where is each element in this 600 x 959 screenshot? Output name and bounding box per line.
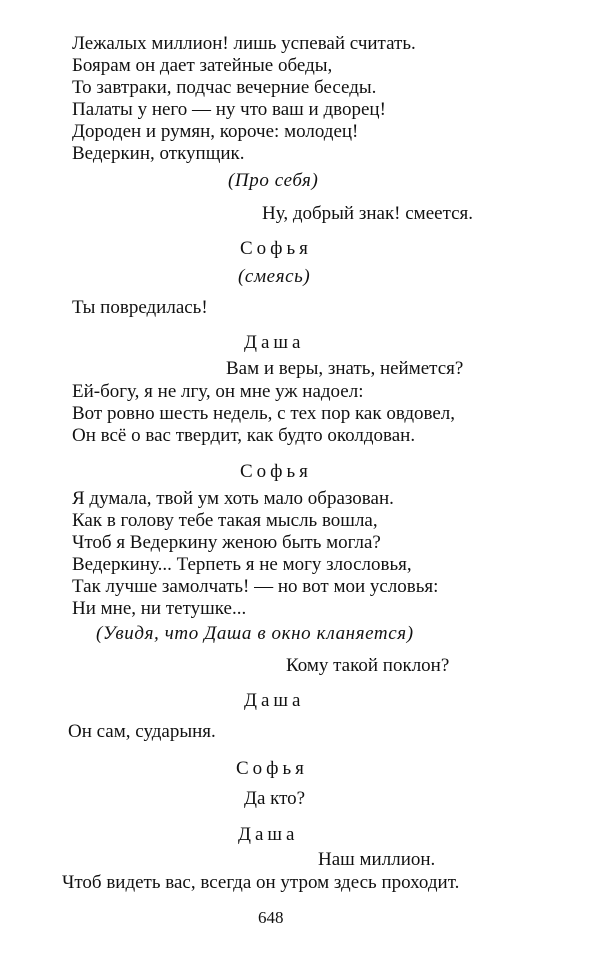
stage-direction: (смеясь) [238,266,311,287]
verse-line: Он сам, сударыня. [68,721,216,742]
verse-line: Ни мне, ни тетушке... [72,598,247,619]
verse-line: Ты повредилась! [72,297,208,318]
verse-line: Лежалых миллион! лишь успевай считать. [72,33,416,54]
verse-line: То завтраки, подчас вечерние беседы. [72,77,377,98]
speaker-name: Даша [244,332,305,353]
speaker-name: Софья [240,238,312,259]
verse-line: Палаты у него — ну что ваш и дворец! [72,99,386,120]
stage-direction: (Увидя, что Даша в окно кланяется) [96,623,414,644]
speaker-name: Даша [244,690,305,711]
verse-line: Дороден и румян, короче: молодец! [72,121,359,142]
verse-line: Вам и веры, знать, неймется? [226,358,464,379]
speaker-name: Даша [238,824,299,845]
verse-line: Я думала, твой ум хоть мало образован. [72,488,394,509]
verse-line: Так лучше замолчать! — но вот мои условья: [72,576,439,597]
verse-line: Боярам он дает затейные обеды, [72,55,333,76]
speaker-name: Софья [236,758,308,779]
verse-line: Ведеркин, откупщик. [72,143,245,164]
verse-line: Чтоб видеть вас, всегда он утром здесь проходит. [62,872,460,893]
verse-line: Ей-богу, я не лгу, он мне уж надоел: [72,381,364,402]
page-number: 648 [258,908,284,927]
verse-line: Вот ровно шесть недель, с тех пор как овдовел, [72,403,456,424]
verse-line: Да кто? [244,788,306,809]
speaker-name: Софья [240,461,312,482]
stage-direction-aside: (Про себя) [228,170,319,191]
verse-line: Как в голову тебе такая мысль вошла, [72,510,378,531]
verse-line: Кому такой поклон? [286,655,450,676]
verse-line: Он всё о вас твердит, как будто околдован. [72,425,416,446]
verse-line: Ведеркину... Терпеть я не могу злословья, [72,554,412,575]
verse-line: Ну, добрый знак! смеется. [262,203,474,224]
verse-line: Наш миллион. [318,849,436,870]
verse-line: Чтоб я Ведеркину женою быть могла? [72,532,381,553]
